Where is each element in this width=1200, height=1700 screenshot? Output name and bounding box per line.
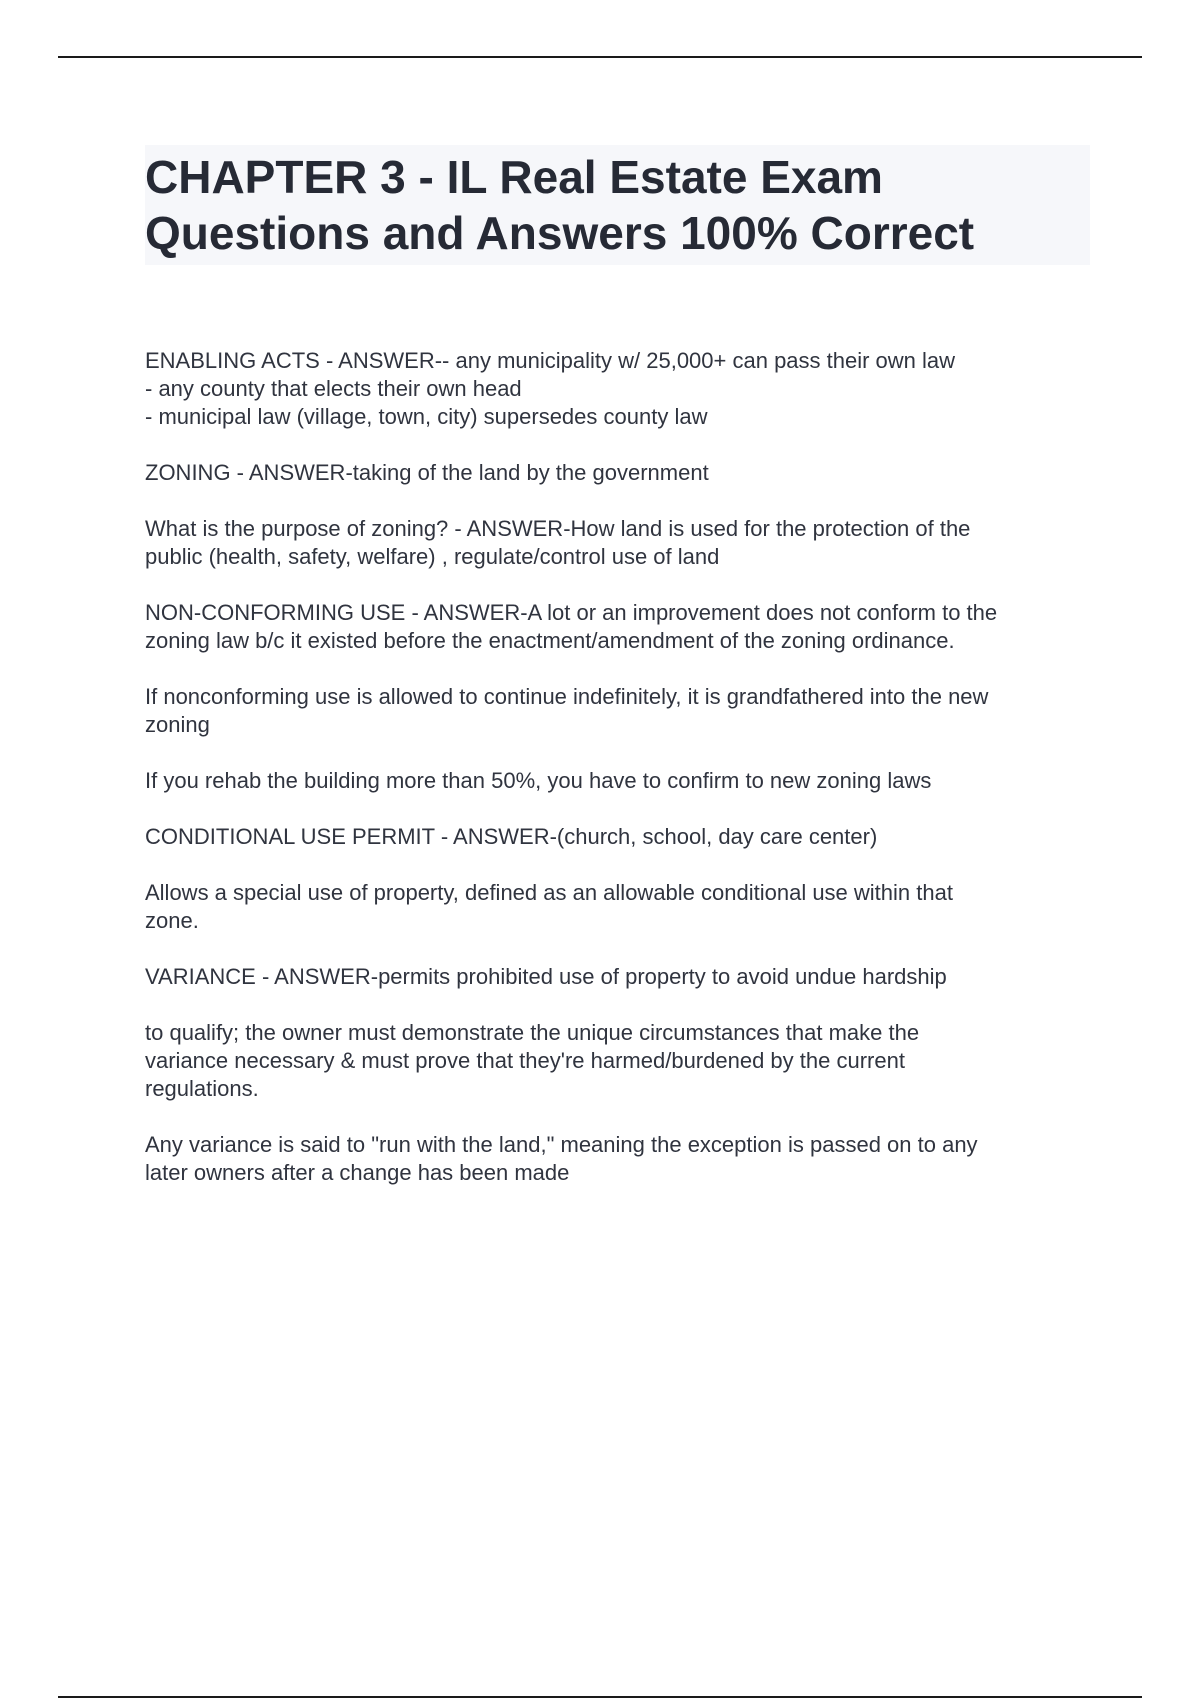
- qa-paragraph: [145, 823, 1090, 851]
- qa-line: zoning law b/c it existed before the enactment/amendment of the zoning ordinance.: [145, 628, 955, 653]
- top-divider: [58, 56, 1142, 58]
- qa-paragraph: [145, 1019, 1090, 1103]
- qa-list: [145, 347, 1090, 1187]
- qa-line: Any variance is said to "run with the land," meaning the exception is passed on to any: [145, 1132, 978, 1157]
- document-title: [145, 149, 1090, 261]
- qa-paragraph: [145, 683, 1090, 739]
- qa-paragraph: [145, 459, 1090, 487]
- document-title-line-1: CHAPTER 3 - IL Real Estate Exam: [145, 151, 883, 203]
- qa-line: What is the purpose of zoning? - ANSWER-How land is used for the protection of the: [145, 516, 971, 541]
- qa-paragraph: [145, 599, 1090, 655]
- qa-line: to qualify; the owner must demonstrate the unique circumstances that make the: [145, 1020, 920, 1045]
- qa-line: If you rehab the building more than 50%, you have to confirm to new zoning laws: [145, 768, 932, 793]
- document-body: [145, 145, 1090, 1215]
- qa-paragraph: [145, 347, 1090, 431]
- qa-paragraph: [145, 963, 1090, 991]
- title-block: [145, 145, 1090, 265]
- qa-line: VARIANCE - ANSWER-permits prohibited use of property to avoid undue hardship: [145, 964, 947, 989]
- qa-line: - municipal law (village, town, city) supersedes county law: [145, 404, 708, 429]
- qa-line: later owners after a change has been made: [145, 1160, 570, 1185]
- bottom-divider: [58, 1696, 1142, 1698]
- qa-line: Allows a special use of property, defined as an allowable conditional use within that: [145, 880, 953, 905]
- qa-line: CONDITIONAL USE PERMIT - ANSWER-(church, school, day care center): [145, 824, 878, 849]
- qa-paragraph: [145, 1131, 1090, 1187]
- document-title-line-2: Questions and Answers 100% Correct: [145, 207, 975, 259]
- qa-line: zone.: [145, 908, 199, 933]
- qa-line: ENABLING ACTS - ANSWER-- any municipality w/ 25,000+ can pass their own law: [145, 348, 956, 373]
- qa-line: variance necessary & must prove that they're harmed/burdened by the current: [145, 1048, 905, 1073]
- qa-paragraph: [145, 879, 1090, 935]
- qa-paragraph: [145, 515, 1090, 571]
- qa-paragraph: [145, 767, 1090, 795]
- qa-line: zoning: [145, 712, 210, 737]
- qa-line: NON-CONFORMING USE - ANSWER-A lot or an improvement does not conform to the: [145, 600, 998, 625]
- qa-line: - any county that elects their own head: [145, 376, 522, 401]
- qa-line: If nonconforming use is allowed to continue indefinitely, it is grandfathered into the new: [145, 684, 989, 709]
- qa-line: ZONING - ANSWER-taking of the land by the government: [145, 460, 709, 485]
- qa-line: public (health, safety, welfare) , regulate/control use of land: [145, 544, 720, 569]
- qa-line: regulations.: [145, 1076, 259, 1101]
